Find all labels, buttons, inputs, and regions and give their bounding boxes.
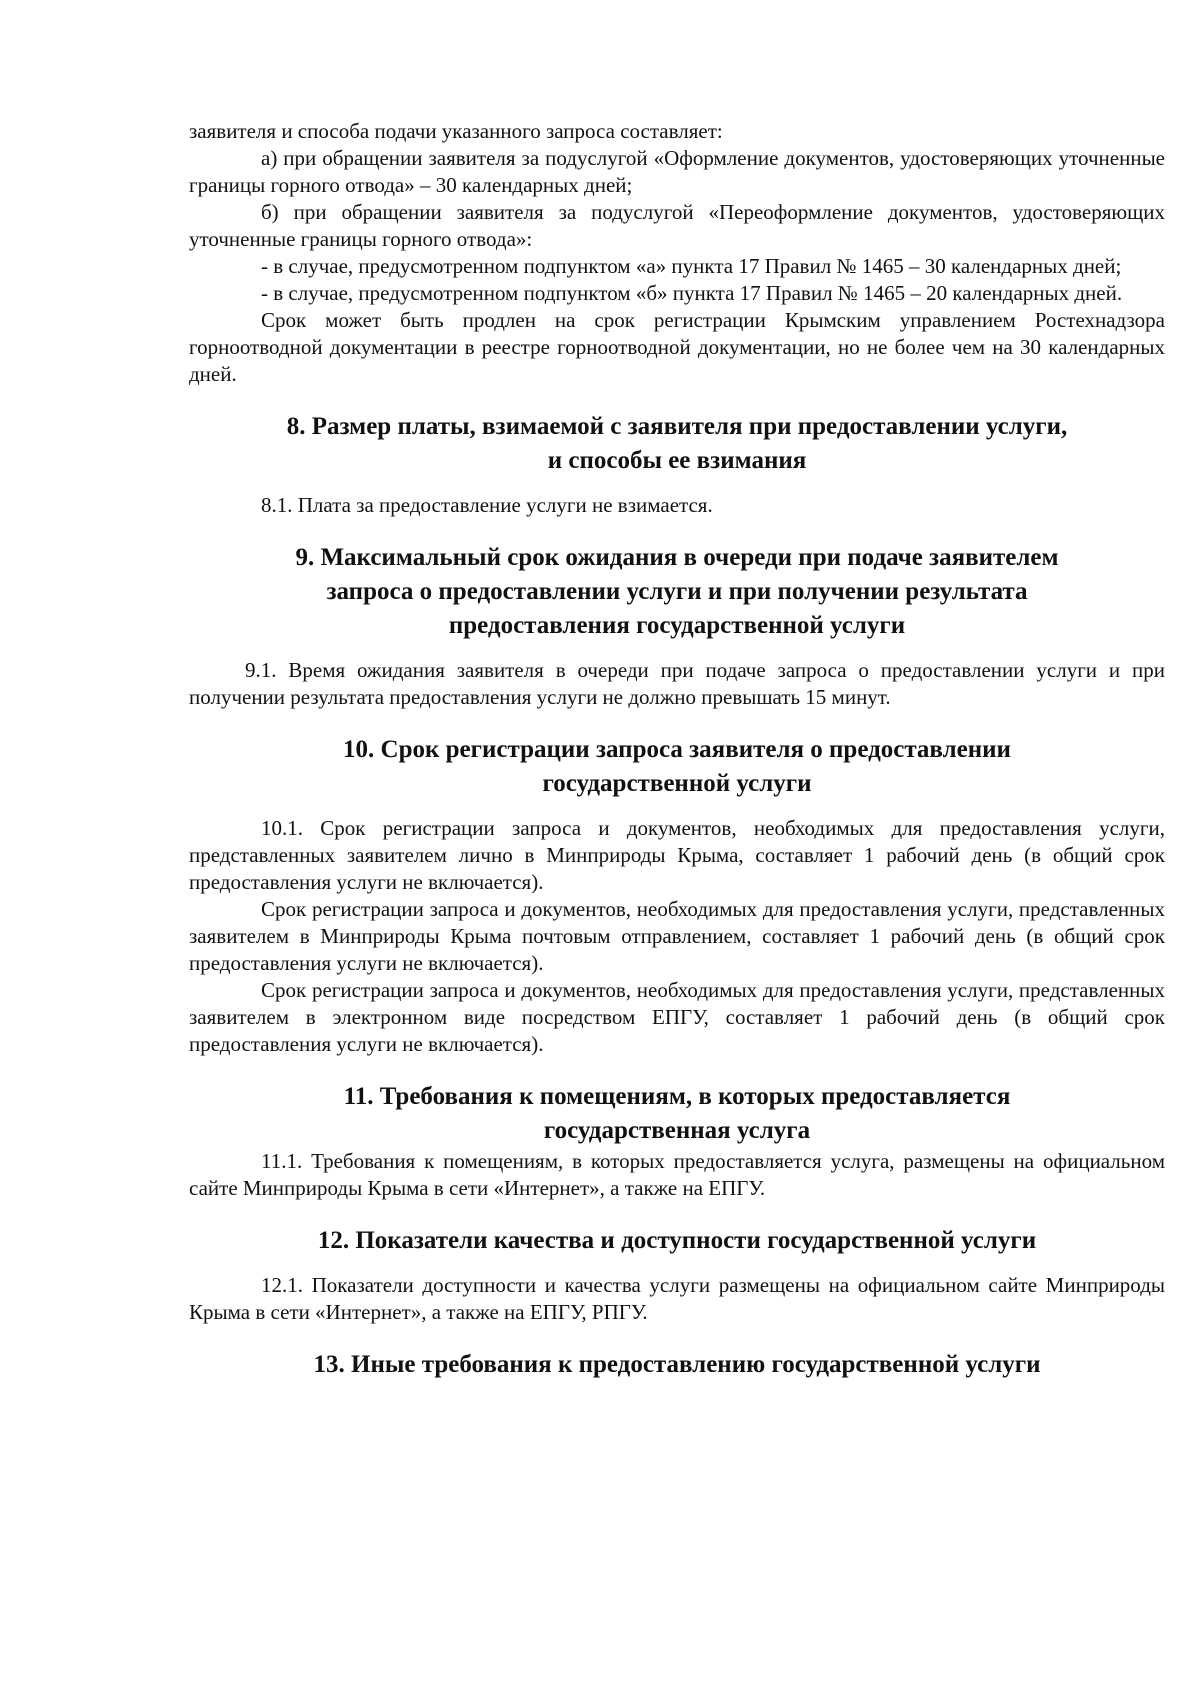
section-9-title [189, 541, 1165, 643]
section-11-title-line-1: 11. Требования к помещениям, в которых предоставляется [343, 1083, 1011, 1110]
intro-lead: заявителя и способа подачи указанного запроса составляет: [189, 119, 723, 143]
section-9-title-line-1: 9. Максимальный срок ожидания в очереди при подаче заявителем [295, 544, 1059, 571]
section-11-paragraph-1: 11.1. Требования к помещениям, в которых предоставляется услуга, размещены на официальном сайте Минприроды Крыма в сети «Интернет», а также на ЕПГУ. [189, 1149, 1165, 1200]
section-9-title-line-2: запроса о предоставлении услуги и при получении результата [326, 578, 1028, 605]
section-10-paragraph-1: 10.1. Срок регистрации запроса и документов, необходимых для предоставления услуги, представленных заявителем лично в Минприроды Крыма, составляет 1 рабочий день (в общий срок предоставления услуги не включается). [189, 816, 1165, 894]
section-12-title-line-1: 12. Показатели качества и доступности государственной услуги [317, 1227, 1037, 1254]
intro-extension: Срок может быть продлен на срок регистрации Крымским управлением Ростехнадзора горноотводной документации в реестре горноотводной документации, но не более чем на 30 календарных дней. [189, 308, 1165, 386]
section-13-title [189, 1348, 1165, 1382]
intro-item-b1: - в случае, предусмотренном подпунктом «а» пункта 17 Правил № 1465 – 30 календарных дней; [261, 254, 1122, 278]
document-body [189, 118, 1165, 1382]
intro-item-b2: - в случае, предусмотренном подпунктом «б» пункта 17 Правил № 1465 – 20 календарных дней. [261, 281, 1123, 305]
section-8-title-line-2: и способы ее взимания [547, 447, 807, 474]
section-10-title-line-1: 10. Срок регистрации запроса заявителя о предоставлении [343, 736, 1011, 763]
intro-item-a: а) при обращении заявителя за подуслугой «Оформление документов, удостоверяющих уточненные границы горного отвода» – 30 календарных дней; [189, 146, 1165, 197]
section-10-paragraph-3: Срок регистрации запроса и документов, необходимых для предоставления услуги, представленных заявителем в электронном виде посредством ЕПГУ, составляет 1 рабочий день (в общий срок предоставления услуги не включается). [189, 978, 1165, 1056]
section-8-title [189, 410, 1165, 478]
section-9-paragraph-1: 9.1. Время ожидания заявителя в очереди при подаче запроса о предоставлении услуги и при получении результата предоставления услуги не должно превышать 15 минут. [189, 658, 1165, 709]
section-12-paragraph-1: 12.1. Показатели доступности и качества услуги размещены на официальном сайте Минприроды Крыма в сети «Интернет», а также на ЕПГУ, РПГУ. [189, 1273, 1165, 1324]
section-8-title-line-1: 8. Размер платы, взимаемой с заявителя при предоставлении услуги, [286, 413, 1068, 440]
section-10-paragraph-2: Срок регистрации запроса и документов, необходимых для предоставления услуги, представленных заявителем в Минприроды Крыма почтовым отправлением, составляет 1 рабочий день (в общий срок предоставления услуги не включается). [189, 897, 1165, 975]
section-11-title [189, 1080, 1165, 1148]
section-11-title-line-2: государственная услуга [543, 1117, 811, 1144]
section-8-paragraph-1: 8.1. Плата за предоставление услуги не взимается. [261, 493, 713, 517]
section-10-title [189, 733, 1165, 801]
section-12-title [189, 1224, 1165, 1258]
section-9-title-line-3: предоставления государственной услуги [448, 612, 906, 639]
section-10-title-line-2: государственной услуги [542, 770, 812, 797]
section-13-title-line-1: 13. Иные требования к предоставлению государственной услуги [313, 1351, 1041, 1378]
intro-item-b: б) при обращении заявителя за подуслугой «Переоформление документов, удостоверяющих уточненные границы горного отвода»: [189, 200, 1165, 251]
